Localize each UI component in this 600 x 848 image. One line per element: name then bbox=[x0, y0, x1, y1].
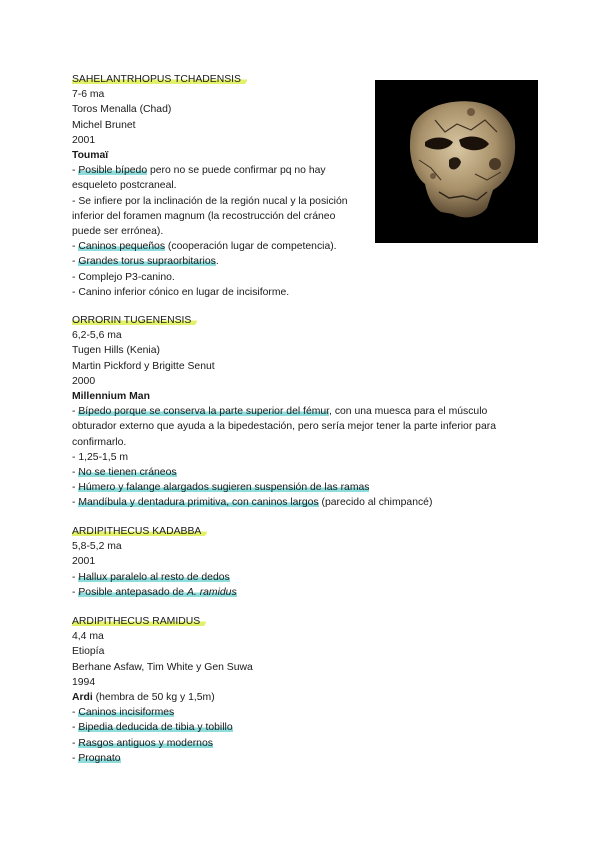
species-year: 2000 bbox=[72, 375, 96, 387]
section-sahelanthropus bbox=[72, 72, 532, 300]
species-location: Toros Menalla (Chad) bbox=[72, 104, 172, 116]
bullet-item: - Complejo P3-canino. bbox=[72, 271, 175, 283]
species-discoverer: Martin Pickford y Brigitte Senut bbox=[72, 360, 215, 372]
species-title: ARDIPITHECUS RAMIDUS bbox=[72, 616, 206, 627]
bullet-item: - Caninos pequeños (cooperación lugar de competencia). bbox=[72, 241, 337, 253]
species-location: Etiopía bbox=[72, 646, 105, 658]
species-discoverer: Berhane Asfaw, Tim White y Gen Suwa bbox=[72, 661, 253, 673]
species-title: ORRORIN TUGENENSIS bbox=[72, 315, 197, 326]
species-year: 1994 bbox=[72, 676, 96, 688]
bullet-item: - 1,25-1,5 m bbox=[72, 451, 129, 463]
bullet-item: - Prognato bbox=[72, 752, 121, 764]
species-nickname: Toumaï bbox=[72, 149, 109, 161]
bullet-item: - Caninos incisiformes bbox=[72, 707, 175, 719]
species-title: ARDIPITHECUS KADABBA bbox=[72, 526, 207, 537]
bullet-item: - Se infiere por la inclinación de la región nucal y la posición inferior del foramen magnum (la recostrucción del cráneo puede ser errónea). bbox=[72, 195, 348, 237]
bullet-item: - Bipedia deducida de tibia y tobillo bbox=[72, 722, 233, 734]
species-location: Tugen Hills (Kenia) bbox=[72, 345, 160, 357]
species-age: 4,4 ma bbox=[72, 631, 104, 643]
bullet-item: - Canino inferior cónico en lugar de incisiforme. bbox=[72, 286, 290, 298]
section-ramidus bbox=[72, 614, 532, 766]
species-age: 6,2-5,6 ma bbox=[72, 330, 122, 342]
species-year: 2001 bbox=[72, 556, 96, 568]
bullet-item: - No se tienen cráneos bbox=[72, 466, 177, 478]
bullet-item: - Rasgos antiguos y modernos bbox=[72, 737, 213, 749]
section-kadabba bbox=[72, 524, 532, 600]
bullet-item: - Posible antepasado de A. ramidus bbox=[72, 586, 237, 598]
species-age: 5,8-5,2 ma bbox=[72, 541, 122, 553]
bullet-item: - Húmero y falange alargados sugieren suspensión de las ramas bbox=[72, 482, 370, 494]
bullet-item: - Grandes torus supraorbitarios. bbox=[72, 256, 219, 268]
bullet-item: - Hallux paralelo al resto de dedos bbox=[72, 571, 230, 583]
bullet-item: - Bípedo porque se conserva la parte superior del fémur, con una muesca para el músculo obturador externo que ayuda a la bipedestación, pero sería mejor tener la parte inferior para confirmarlo. bbox=[72, 406, 496, 448]
bullet-item: - Mandíbula y dentadura primitiva, con caninos largos (parecido al chimpancé) bbox=[72, 497, 433, 509]
species-year: 2001 bbox=[72, 134, 96, 146]
bullet-item: - Posible bípedo pero no se puede confirmar pq no hay esqueleto postcraneal. bbox=[72, 165, 326, 192]
species-nickname: Millennium Man bbox=[72, 390, 150, 402]
species-discoverer: Michel Brunet bbox=[72, 119, 136, 131]
species-age: 7-6 ma bbox=[72, 89, 105, 101]
species-nickname-line: Ardi (hembra de 50 kg y 1,5m) bbox=[72, 691, 215, 703]
section-orrorin bbox=[72, 313, 532, 510]
species-title: SAHELANTRHOPUS TCHADENSIS bbox=[72, 74, 247, 85]
